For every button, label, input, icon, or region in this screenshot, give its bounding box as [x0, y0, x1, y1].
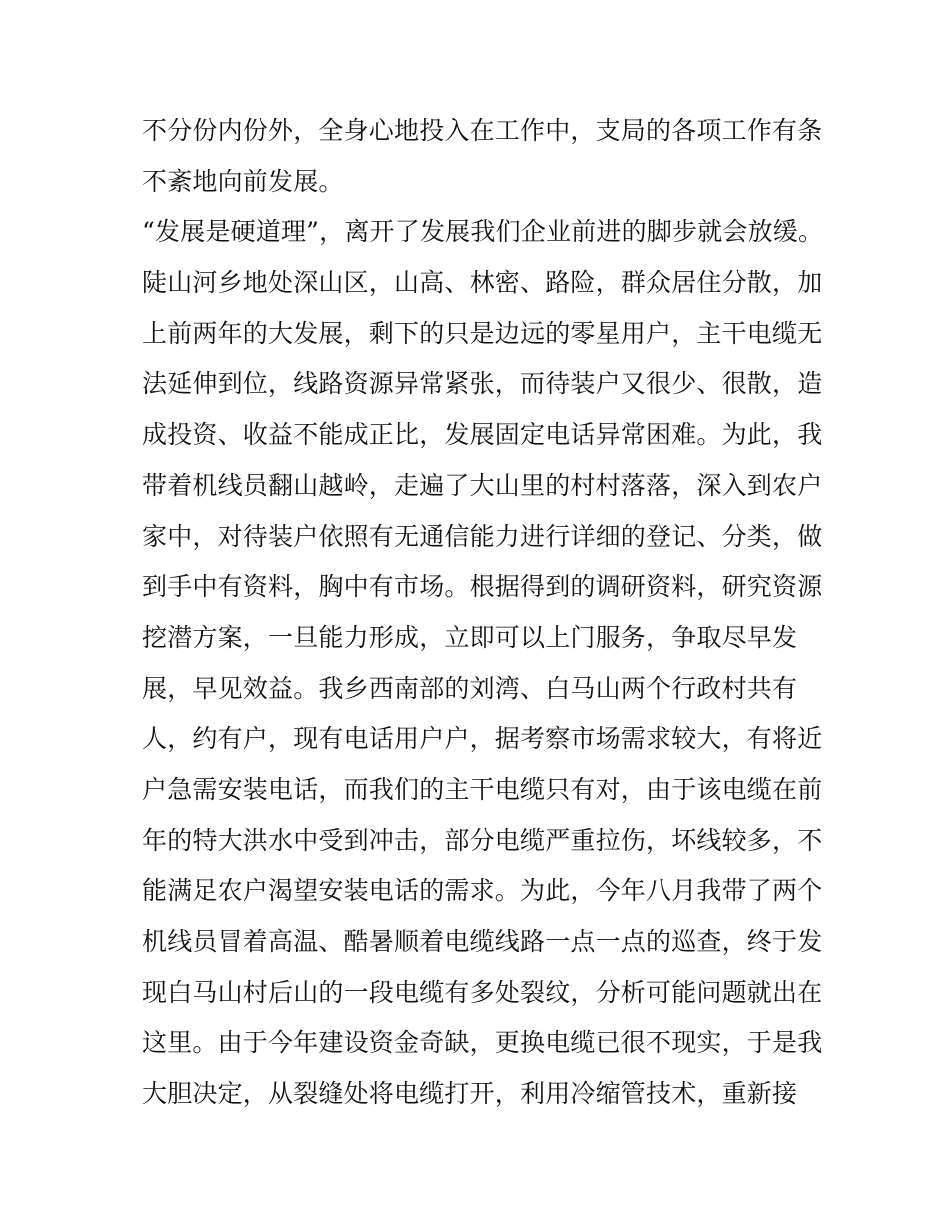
text-line-10: 到手中有资料，胸中有市场。根据得到的调研资料，研究资源 — [142, 572, 823, 602]
text-line-14: 户急需安装电话，而我们的主干电缆只有对，由于该电缆在前 — [142, 774, 823, 804]
body-text — [142, 106, 824, 1120]
text-line-9: 家中，对待装户依照有无通信能力进行详细的登记、分类，做 — [142, 521, 823, 551]
text-line-16: 能满足农户渴望安装电话的需求。为此，今年八月我带了两个 — [142, 876, 823, 906]
text-line-4: 陡山河乡地处深山区，山高、林密、路险，群众居住分散，加 — [142, 268, 823, 298]
text-line-7: 成投资、收益不能成正比，发展固定电话异常困难。为此，我 — [142, 420, 823, 450]
text-line-19: 这里。由于今年建设资金奇缺，更换电缆已很不现实，于是我 — [142, 1028, 823, 1058]
text-line-20: 大胆决定，从裂缝处将电缆打开，利用冷缩管技术，重新接 — [142, 1079, 798, 1109]
text-line-17: 机线员冒着高温、酷暑顺着电缆线路一点一点的巡查，终于发 — [142, 927, 823, 956]
text-line-3: “发展是硬道理”，离开了发展我们企业前进的脚步就会放缓。 — [142, 217, 824, 247]
text-line-12: 展，早见效益。我乡西南部的刘湾、白马山两个行政村共有 — [142, 673, 798, 703]
text-line-13: 人，约有户，现有电话用户户，据考察市场需求较大，有将近 — [142, 724, 823, 754]
text-line-2: 不紊地向前发展。 — [142, 166, 344, 196]
text-line-1: 不分份内份外，全身心地投入在工作中，支局的各项工作有条 — [142, 116, 823, 145]
text-line-18: 现白马山村后山的一段电缆有多处裂纹，分析可能问题就出在 — [142, 977, 823, 1007]
text-line-15: 年的特大洪水中受到冲击，部分电缆严重拉伤，坏线较多，不 — [142, 825, 823, 855]
text-line-5: 上前两年的大发展，剩下的只是边远的零星用户，主干电缆无 — [142, 318, 823, 348]
text-line-11: 挖潜方案，一旦能力形成，立即可以上门服务，争取尽早发 — [142, 622, 798, 652]
text-line-6: 法延伸到位，线路资源异常紧张，而待装户又很少、很散，造 — [142, 369, 823, 399]
text-line-8: 带着机线员翻山越岭，走遍了大山里的村村落落，深入到农户 — [142, 470, 823, 500]
